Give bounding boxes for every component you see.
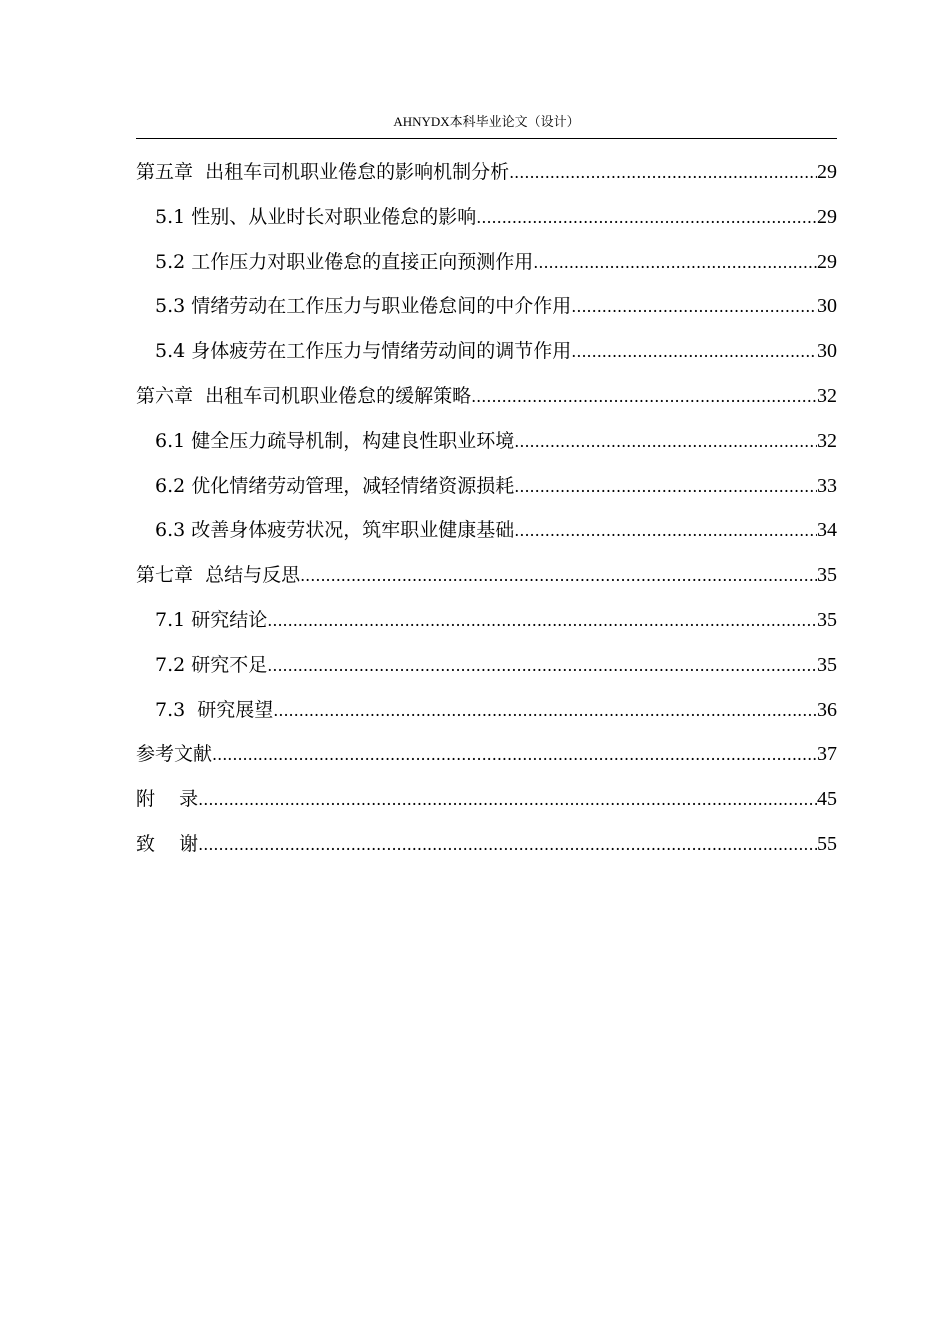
toc-entry-appendix[interactable]: [136, 777, 837, 822]
toc-page-number: 29: [817, 250, 837, 273]
toc-page-number: 30: [817, 295, 837, 318]
toc-entry-5-4[interactable]: [136, 329, 837, 374]
toc-entry-6-2[interactable]: [136, 464, 837, 509]
toc-dot-leader: [267, 644, 817, 688]
toc-page-number: 35: [817, 564, 837, 587]
toc-entry-title: 6.3 改善身体疲劳状况，筑牢职业健康基础: [155, 519, 515, 542]
toc-entry-title: 7.2 研究不足: [155, 653, 268, 676]
toc-dot-leader: [509, 151, 817, 195]
toc-page-number: 37: [817, 743, 837, 766]
toc-entry-title: 7.3 研究展望: [155, 698, 274, 721]
table-of-contents: [136, 150, 837, 867]
toc-dot-leader: [571, 330, 817, 374]
toc-page-number: 33: [817, 474, 837, 497]
toc-entry-references[interactable]: [136, 732, 837, 777]
toc-entry-chapter-7[interactable]: [136, 553, 837, 598]
toc-entry-5-1[interactable]: [136, 195, 837, 240]
toc-dot-leader: [533, 241, 817, 285]
toc-entry-title: 5.3 情绪劳动在工作压力与职业倦怠间的中介作用: [155, 295, 572, 318]
toc-entry-title: 第七章 总结与反思: [136, 564, 301, 587]
toc-entry-title: 第六章 出租车司机职业倦怠的缓解策略: [136, 384, 472, 407]
toc-entry-title: 第五章 出租车司机职业倦怠的影响机制分析: [136, 161, 510, 183]
toc-entry-7-1[interactable]: [136, 598, 837, 643]
toc-entry-title: 5.4 身体疲劳在工作压力与情绪劳动间的调节作用: [155, 340, 572, 363]
toc-dot-leader: [514, 509, 817, 553]
toc-entry-chapter-5[interactable]: [136, 150, 837, 195]
toc-entry-5-3[interactable]: [136, 284, 837, 329]
toc-page-number: 45: [817, 788, 837, 811]
toc-page-number: 30: [817, 340, 837, 363]
toc-entry-6-1[interactable]: [136, 419, 837, 464]
toc-entry-chapter-6[interactable]: [136, 374, 837, 419]
toc-page-number: 35: [817, 608, 837, 631]
toc-entry-5-2[interactable]: [136, 240, 837, 285]
toc-dot-leader: [514, 465, 817, 509]
toc-dot-leader: [471, 375, 817, 419]
toc-dot-leader: [267, 599, 817, 643]
toc-dot-leader: [300, 554, 817, 598]
toc-page-number: 32: [817, 384, 837, 407]
toc-dot-leader: [514, 420, 817, 464]
toc-entry-title: 6.1 健全压力疏导机制，构建良性职业环境: [155, 429, 515, 452]
toc-entry-acknowledgements[interactable]: [136, 822, 837, 867]
toc-entry-title: 6.2 优化情绪劳动管理，减轻情绪资源损耗: [155, 474, 515, 497]
toc-entry-title: 致 谢: [136, 832, 199, 855]
toc-page-number: 29: [817, 205, 837, 228]
toc-entry-title: 参考文献: [136, 743, 213, 766]
toc-dot-leader: [198, 823, 817, 867]
toc-dot-leader: [476, 196, 817, 240]
toc-dot-leader: [198, 778, 817, 822]
toc-entry-title: 7.1 研究结论: [155, 608, 268, 631]
toc-entry-7-3[interactable]: [136, 688, 837, 733]
toc-entry-7-2[interactable]: [136, 643, 837, 688]
toc-page-number: 55: [817, 832, 837, 855]
toc-entry-title: 附 录: [136, 788, 199, 811]
toc-page-number: 35: [817, 653, 837, 676]
toc-dot-leader: [273, 689, 817, 733]
toc-dot-leader: [212, 733, 817, 777]
toc-entry-title: 5.1 性别、从业时长对职业倦怠的影响: [155, 205, 477, 228]
toc-entry-6-3[interactable]: [136, 508, 837, 553]
toc-page-number: 36: [817, 698, 837, 721]
toc-dot-leader: [571, 285, 817, 329]
toc-page-number: 34: [817, 519, 837, 542]
toc-page-number: 32: [817, 429, 837, 452]
toc-page-number: 29: [817, 161, 837, 183]
header-text: AHNYDX本科毕业论文（设计）: [393, 114, 580, 129]
page-header: [136, 112, 837, 139]
toc-entry-title: 5.2 工作压力对职业倦怠的直接正向预测作用: [155, 250, 534, 273]
